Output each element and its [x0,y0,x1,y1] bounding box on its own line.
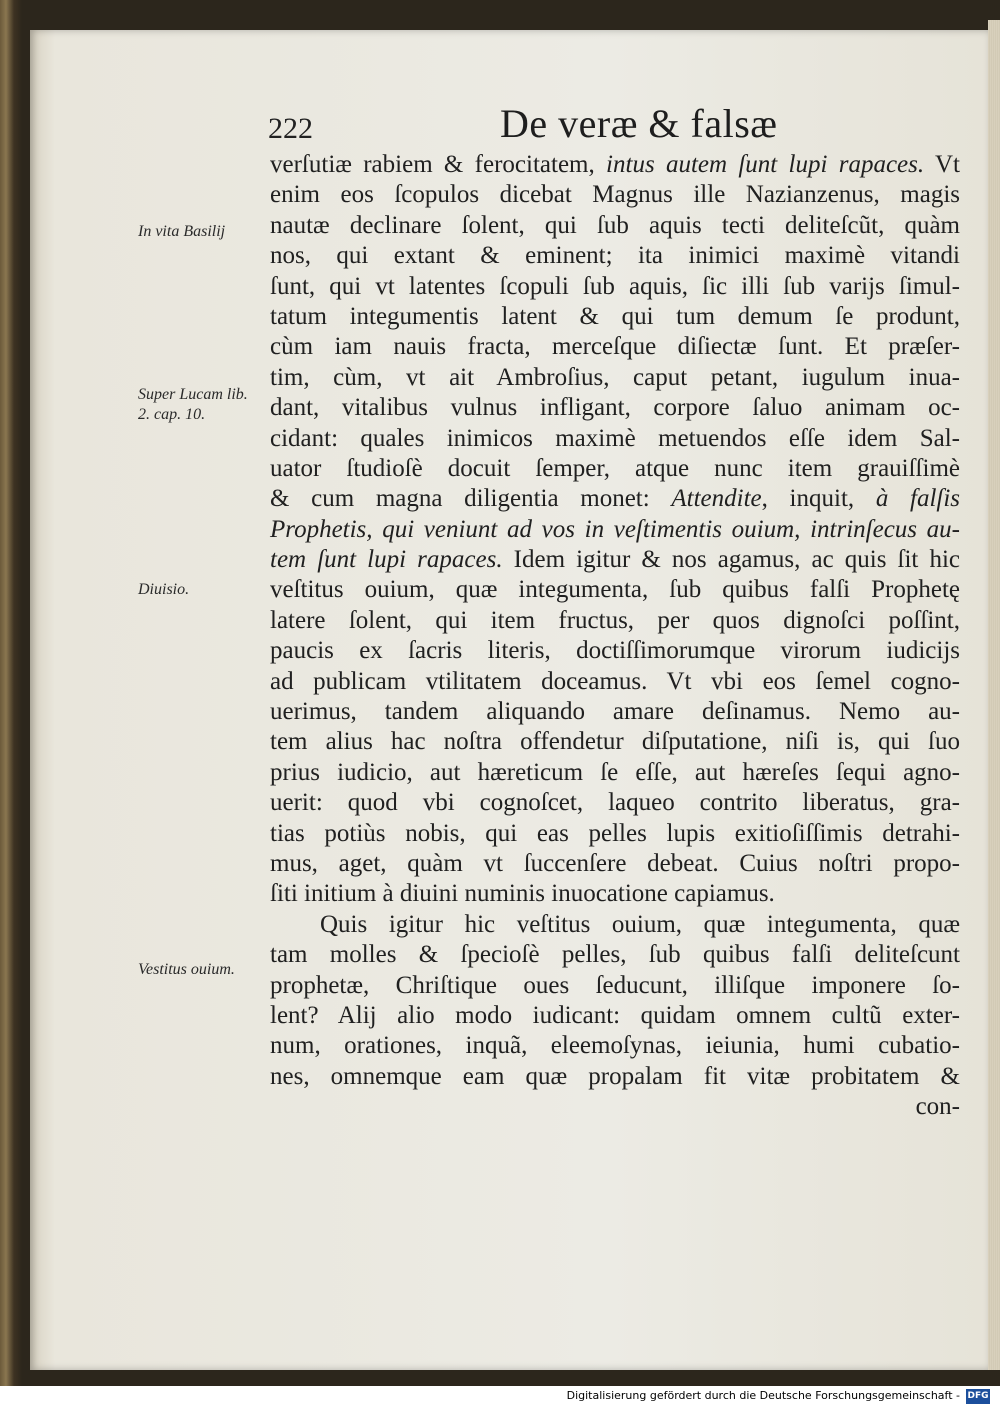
text-line [270,515,960,545]
text-span: paucis ex ſacris literis, doctiſſimorumque virorum iudicijs [270,637,960,665]
text-line [270,1092,960,1122]
text-span: Idem igitur & nos agamus, ac quis ſit hic [502,546,961,574]
text-span: uator ſtudioſè docuit ſemper, atque nunc item grauiſſimè [270,454,960,482]
text-span: tam molles & ſpecioſè pelles, ſub quibus falſi deliteſcunt [270,941,960,969]
text-span: latere ſolent, qui item fructus, per quos dignoſci poſſint, [270,606,960,634]
text-span: & cum magna diligentia monet: [270,485,672,513]
text-span: tias potiùs nobis, qui eas pelles lupis exitioſiſſimis detrahi- [270,819,960,847]
marginal-note-super-lucam: Super Lucam lib. 2. cap. 10. [138,386,248,423]
footer-bar [0,1386,1000,1408]
text-span: cidant: quales inimicos maximè metuendos eſſe idem Sal- [270,424,960,452]
text-line [270,667,960,697]
text-span: num, orationes, inquã, eleemoſynas, ieiunia, humi cubatio- [270,1032,960,1060]
text-span: tatum integumentis latent & qui tum demum ſe produnt, [270,302,960,330]
text-span: nautæ declinare ſolent, qui ſub aquis tecti deliteſcũt, quàm [270,211,960,239]
italic-span: à falſis [875,485,961,513]
text-line [270,1031,960,1061]
text-span: , inquit, [761,485,876,513]
text-line [270,1001,960,1031]
text-span: ſiti initium à diuini numinis inuocatione capiamus. [270,880,775,908]
text-span: mus, aget, quàm vt ſuccenſere debeat. Cuius noſtri propo- [270,849,960,877]
text-span: ad publicam vtilitatem doceamus. Vt vbi eos ſemel cogno- [270,667,960,695]
text-line [270,971,960,1001]
marginal-note-vestitus-ouium: Vestitus ouium. [138,961,235,978]
text-span: tim, cùm, vt ait Ambroſius, caput petant, iugulum inua- [270,363,960,391]
text-span: con- [915,1093,960,1121]
text-line [270,332,960,362]
text-line [270,545,960,575]
text-line [270,575,960,605]
text-span: uerit: quod vbi cognoſcet, laqueo contrito liberatus, gra- [270,789,960,817]
text-line [270,697,960,727]
running-head: De veræ & falsæ [500,101,778,146]
italic-span: tem ſunt lupi rapaces. [270,546,503,574]
text-span: prophetæ, Chriſtique oues ſeducunt, illiſque imponere ſo- [270,971,960,999]
text-span: dant, vitalibus vulnus infligant, corpore ſaluo animam oc- [270,394,960,422]
italic-span: intus autem ſunt lupi rapaces. [606,151,925,178]
text-span: uerimus, tandem aliquando amare deſinamus. Nemo au- [270,698,960,726]
text-span: ſunt, qui vt latentes ſcopuli ſub aquis, ſic illi ſub varijs ſimul- [270,272,960,300]
text-line [270,849,960,879]
dfg-logo-icon: DFG [966,1389,990,1404]
page-header [0,100,1000,150]
page-fore-edge [988,20,1000,1370]
body-text [270,150,960,1123]
text-line [270,910,960,940]
text-span: Quis igitur hic veſtitus ouium, quæ integumenta, quæ [320,910,960,938]
text-line [270,393,960,423]
text-line [270,454,960,484]
footer-credit: Digitalisierung gefördert durch die Deutsche Forschungsgemeinschaft - [566,1389,960,1402]
text-line [270,150,960,180]
text-line [270,180,960,210]
text-line [270,636,960,666]
text-line [270,1062,960,1092]
text-span: lent? Alij alio modo iudicant: quidam omnem cultũ exter- [270,1001,960,1029]
text-line [270,819,960,849]
text-span: veſtitus ouium, quæ integumenta, ſub quibus falſi Prophetę [270,576,960,604]
text-line [270,424,960,454]
text-span: prius iudicio, aut hæreticum ſe eſſe, aut hæreſes ſequi agno- [270,758,960,786]
italic-span: Attendite [671,485,762,513]
marginal-note-vita-basilij: In vita Basilij [138,223,226,240]
text-line [270,940,960,970]
text-span: nes, omnemque eam quæ propalam fit vitæ probitatem & [270,1062,960,1090]
text-span: enim eos ſcopulos dicebat Magnus ille Nazianzenus, magis [270,181,960,209]
text-span: verſutiæ rabiem & ferocitatem, [270,151,607,178]
text-line [270,788,960,818]
text-line [270,606,960,636]
italic-span: Prophetis, qui veniunt ad vos in veſtimentis ouium, intrinſecus au- [270,515,960,543]
text-line [270,727,960,757]
marginal-note-diuisio: Diuisio. [138,581,190,598]
text-span: cùm iam nauis fracta, merceſque diſiectæ ſunt. Et præſer- [270,333,960,361]
text-span: Vt [924,151,960,178]
page-number: 222 [268,112,313,145]
text-span: tem alius hac noſtra offendetur diſputatione, niſi is, qui ſuo [270,728,960,756]
text-line [270,272,960,302]
text-line [270,363,960,393]
text-span: nos, qui extant & eminent; ita inimici maximè vitandi [270,242,960,270]
text-line [270,879,960,909]
text-line [270,241,960,271]
text-line [270,758,960,788]
text-line [270,302,960,332]
text-line [270,211,960,241]
text-line [270,484,960,514]
